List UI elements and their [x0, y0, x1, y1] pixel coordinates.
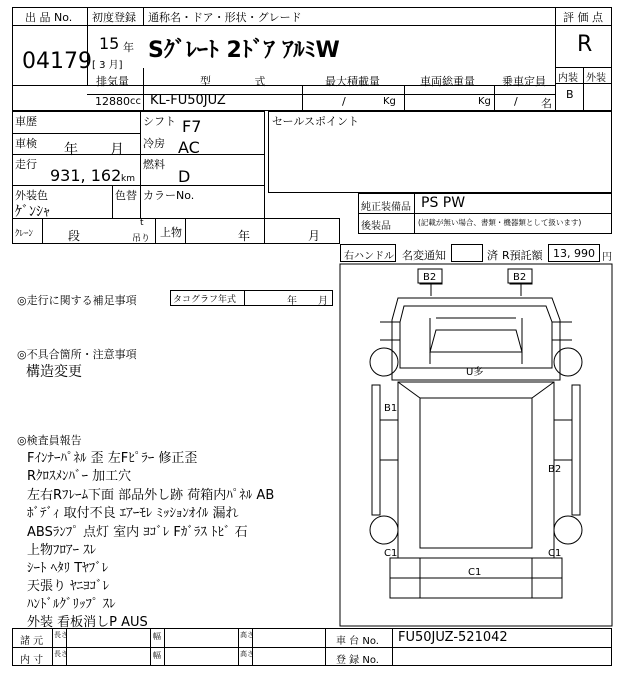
length-label-2: 長さ [54, 650, 68, 658]
first-reg-label: 初度登録 [92, 11, 136, 24]
ac-label: 冷房 [143, 137, 165, 150]
score-label: 評 価 点 [563, 11, 603, 24]
inspector-line: Fｲﾝﾅｰﾊﾟﾈﾙ 歪 左Fﾋﾟﾗｰ 修正歪 [27, 451, 198, 466]
damage-b1: B1 [384, 403, 398, 414]
damage-c1-left: C1 [384, 548, 398, 559]
length-label: 長さ [54, 631, 68, 639]
first-reg-year: 15 [99, 34, 120, 53]
cap-slash: / [514, 95, 518, 108]
recycle-unit: 円 [602, 252, 612, 263]
recycle-done: 済 [487, 249, 498, 262]
model-code: KL-FU50JUZ [150, 93, 226, 108]
inspector-line: ﾊﾝﾄﾞﾙｸﾞﾘｯﾌﾟ ｽﾚ [27, 597, 116, 612]
inspector-line: 外装 看板消しP AUS [27, 615, 148, 630]
mileage-unit: km [121, 174, 135, 184]
inspector-line: ﾎﾞﾃﾞｨ 取付不良 ｴｱｰﾓﾚ ﾐｯｼｮﾝｵｲﾙ 漏れ [27, 506, 239, 521]
chassis-label: 車 台 No. [336, 636, 379, 647]
mileage-label: 走行 [15, 158, 37, 171]
width-label: 幅 [153, 632, 161, 641]
inspector-line: ABSﾗﾝﾌﾟ 点灯 室内 ﾖｺﾞﾚ Fｶﾞﾗｽ ﾄﾋﾞ 石 [27, 525, 248, 540]
capacity-label: 乗車定員 [502, 75, 546, 88]
inspector-line: Rｸﾛｽﾒﾝﾊﾞｰ 加工穴 [27, 469, 132, 484]
damage-u: U多 [466, 367, 484, 378]
load-kg: Kg [383, 96, 396, 107]
damage-c1-right: C1 [548, 548, 562, 559]
model-name: Sｸﾞﾚｰﾄ 2ﾄﾞｱ ｱﾙﾐW [148, 38, 340, 63]
cap-unit: 名 [541, 97, 552, 110]
height-label: 高さ [240, 631, 254, 639]
equipment-value: PS PW [421, 195, 466, 211]
color-number-label: カラーNo. [143, 189, 195, 202]
disp-value: 12880 [95, 95, 130, 108]
crane-label: ｸﾚｰﾝ [15, 229, 34, 239]
cc-unit: cc [130, 96, 141, 107]
ac-value: AC [178, 138, 200, 157]
damage-b2-right: B2 [513, 272, 527, 283]
tacho-month-unit: 月 [318, 296, 328, 307]
running-notes-title: ◎走行に関する補足事項 [17, 294, 137, 307]
history-label: 車歴 [15, 115, 37, 128]
lot-number: 04179 [22, 49, 92, 74]
exterior-label: 外装 [586, 73, 606, 84]
interior-score: B [566, 88, 574, 101]
body-label: 上物 [160, 226, 182, 239]
inspector-line: ｼｰﾄ ﾍﾀﾘ Tﾔﾌﾞﾚ [27, 561, 109, 576]
width-label-2: 幅 [153, 651, 161, 660]
tacho-label: タコグラフ年式 [173, 295, 237, 305]
aftermarket-label: 後装品 [361, 221, 391, 232]
inspector-line: 天張り ﾔﾆﾖｺﾞﾚ [27, 579, 110, 594]
first-reg-month: [ 3 月] [92, 60, 123, 71]
inspection-year-unit: 年 [64, 142, 78, 158]
crane-lift-unit: 吊り [132, 234, 151, 244]
inspector-title: ◎検査員報告 [17, 434, 82, 447]
shift-label: シフト [143, 115, 176, 128]
tacho-year-unit: 年 [287, 296, 297, 307]
chassis-value: FU50JUZ-521042 [398, 630, 508, 645]
name-label: 通称名・ドア・形状・グレード [148, 11, 302, 24]
sales-points-label: セールスポイント [272, 115, 360, 128]
ext-color-value: ｹﾞﾝｼｬ [15, 204, 50, 220]
aftermarket-note: (記載が無い場合、書類・機器類として扱います) [418, 218, 582, 227]
recycle-value: 13, 990 [553, 247, 595, 260]
equipment-label: 純正装備品 [361, 202, 411, 213]
body-year-unit: 年 [238, 229, 251, 243]
shift-value: F7 [182, 117, 202, 136]
interior-label: 内装 [558, 73, 578, 84]
score-value: R [577, 32, 593, 57]
gross-kg: Kg [478, 96, 491, 107]
name-change-label: 名変通知 [402, 249, 446, 262]
damage-c1-bottom: C1 [468, 567, 482, 578]
disp-label: 排気量 [96, 75, 129, 88]
damage-b2-side: B2 [548, 464, 562, 475]
cargo-body [398, 382, 554, 558]
load-slash: / [342, 95, 346, 108]
lot-label: 出 品 No. [25, 11, 73, 24]
damage-b2-left: B2 [423, 272, 437, 283]
recycle-label: R預託額 [502, 249, 543, 262]
drive-side-label: 右ハンドル [344, 251, 394, 262]
fuel-label: 燃料 [143, 158, 165, 171]
year-unit: 年 [123, 41, 134, 54]
load-label: 最大積載量 [325, 75, 380, 88]
mileage-value: 931, 162 [50, 166, 122, 185]
color-change-label: 色替 [115, 189, 137, 202]
body-month-unit: 月 [308, 229, 321, 243]
fuel-value: D [178, 167, 191, 186]
inspector-line: 上物ﾌﾛｱｰ ｽﾚ [27, 543, 97, 558]
gross-label: 車両総重量 [420, 75, 475, 88]
inner-row-label: 内 寸 [20, 655, 44, 666]
ext-color-label: 外装色 [15, 189, 48, 202]
crane-ton-unit: t [140, 218, 144, 228]
defects-value: 構造変更 [26, 364, 82, 380]
inspection-label: 車検 [15, 137, 37, 150]
height-label-2: 高さ [240, 650, 254, 658]
crane-stage-unit: 段 [68, 229, 81, 243]
spec-row-label: 諸 元 [20, 636, 44, 647]
inspector-line: 左右Rﾌﾚｰﾑ下面 部品外し跡 荷箱内ﾊﾟﾈﾙ AB [27, 488, 275, 503]
registration-label: 登 録 No. [336, 655, 379, 666]
model-label: 型 式 [200, 75, 266, 88]
defects-title: ◎不具合箇所・注意事項 [17, 348, 137, 361]
inspection-month-unit: 月 [110, 142, 124, 158]
